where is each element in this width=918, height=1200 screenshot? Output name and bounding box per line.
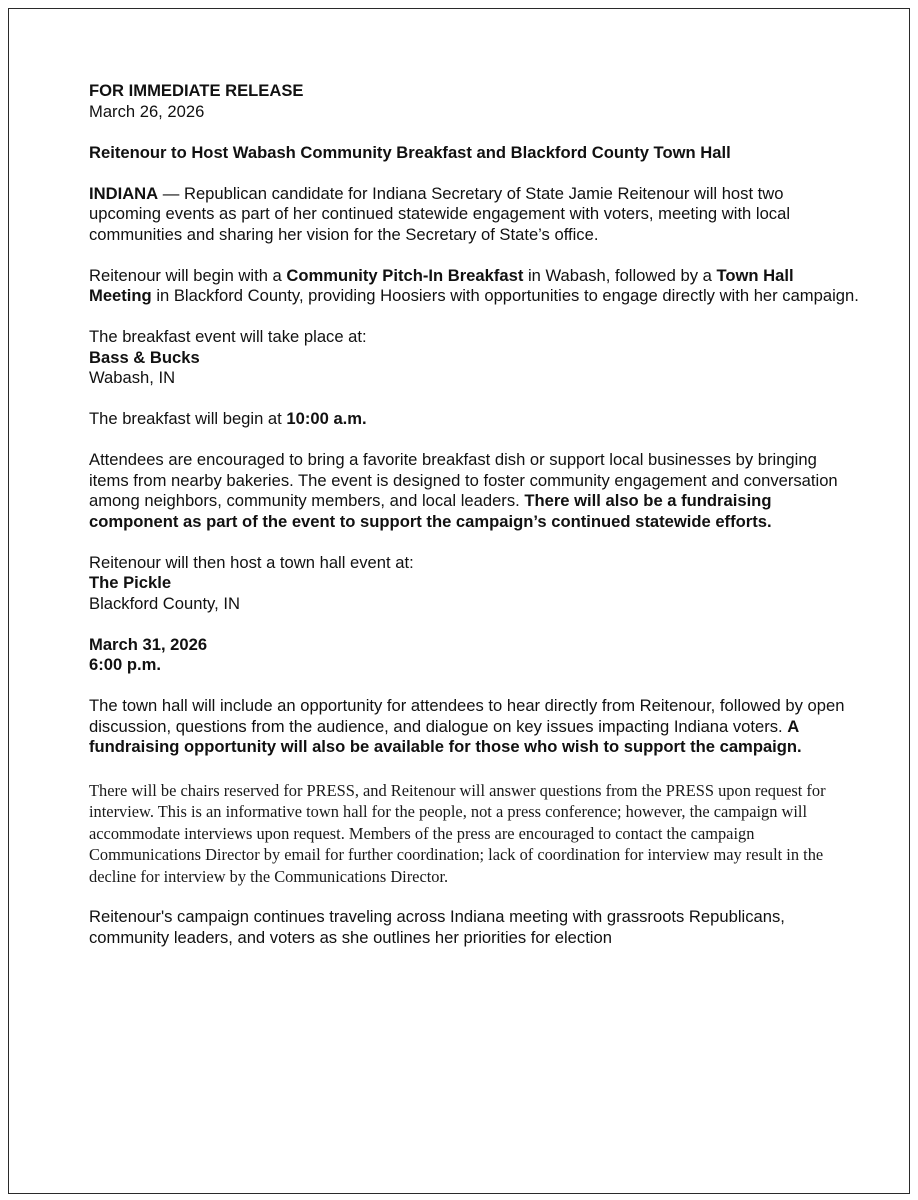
- breakfast-time: The breakfast will begin at 10:00 a.m.: [89, 409, 367, 428]
- closing-paragraph: Reitenour's campaign continues traveling across Indiana meeting with grassroots Republicans, community leaders, and voters as she outlines her priorities for election: [89, 907, 785, 947]
- release-label: FOR IMMEDIATE RELEASE: [89, 81, 304, 100]
- dateline: INDIANA: [89, 183, 159, 203]
- breakfast-event-name: Community Pitch-In Breakfast: [286, 265, 524, 285]
- breakfast-intro: The breakfast event will take place at:: [89, 327, 367, 346]
- breakfast-venue: Bass & Bucks: [89, 347, 200, 367]
- release-date: March 26, 2026: [89, 101, 205, 121]
- overview-paragraph: Reitenour will begin with a Community Pitch-In Breakfast in Wabash, followed by a Town Hall Meeting in Blackford County, providing Hoosiers with opportunities to engage directly with her campaign.: [89, 265, 859, 305]
- breakfast-details: Attendees are encouraged to bring a favorite breakfast dish or support local businesses by bringing items from nearby bakeries. The event is designed to foster community engagement and conversation among neighbors, community members, and local leaders. There will also be a fundraising component as part of the event to support the campaign’s continued statewide efforts.: [89, 450, 838, 531]
- breakfast-fundraising: There will also be a fundraising component as part of the event to support the campaign’s continued statewide efforts.: [89, 491, 772, 531]
- townhall-date: March 31, 2026: [89, 634, 208, 654]
- document-page: [8, 8, 910, 1194]
- townhall-venue: The Pickle: [89, 573, 172, 592]
- headline: Reitenour to Host Wabash Community Breakfast and Blackford County Town Hall: [89, 142, 731, 162]
- townhall-time: 6:00 p.m.: [89, 655, 161, 674]
- breakfast-city: Wabash, IN: [89, 368, 176, 387]
- townhall-intro: Reitenour will then host a town hall event at:: [89, 552, 414, 572]
- townhall-county: Blackford County, IN: [89, 593, 240, 613]
- press-note: There will be chairs reserved for PRESS, and Reitenour will answer questions from the PRESS upon request for interview. This is an informative town hall for the people, not a press conference; however, the campaign will accommodate interviews upon request. Members of the press are encouraged to contact the campaign Communications Director by email for further coordination; lack of coordination for interview may result in the decline for interview by the Communications Director.: [89, 780, 826, 886]
- intro-paragraph: INDIANA — Republican candidate for Indiana Secretary of State Jamie Reitenour will host two upcoming events as part of her continued statewide engagement with voters, meeting with local communities and sharing her vision for the Secretary of State’s office.: [89, 183, 791, 244]
- press-release-body: [89, 81, 859, 948]
- townhall-fundraising: A fundraising opportunity will also be available for those who wish to support the campaign.: [89, 716, 802, 756]
- townhall-details: The town hall will include an opportunity for attendees to hear directly from Reitenour, followed by open discussion, questions from the audience, and dialogue on key issues impacting Indiana voters. A fundraising opportunity will also be available for those who wish to support the campaign.: [89, 696, 845, 756]
- townhall-event-name: Town Hall Meeting: [89, 265, 794, 305]
